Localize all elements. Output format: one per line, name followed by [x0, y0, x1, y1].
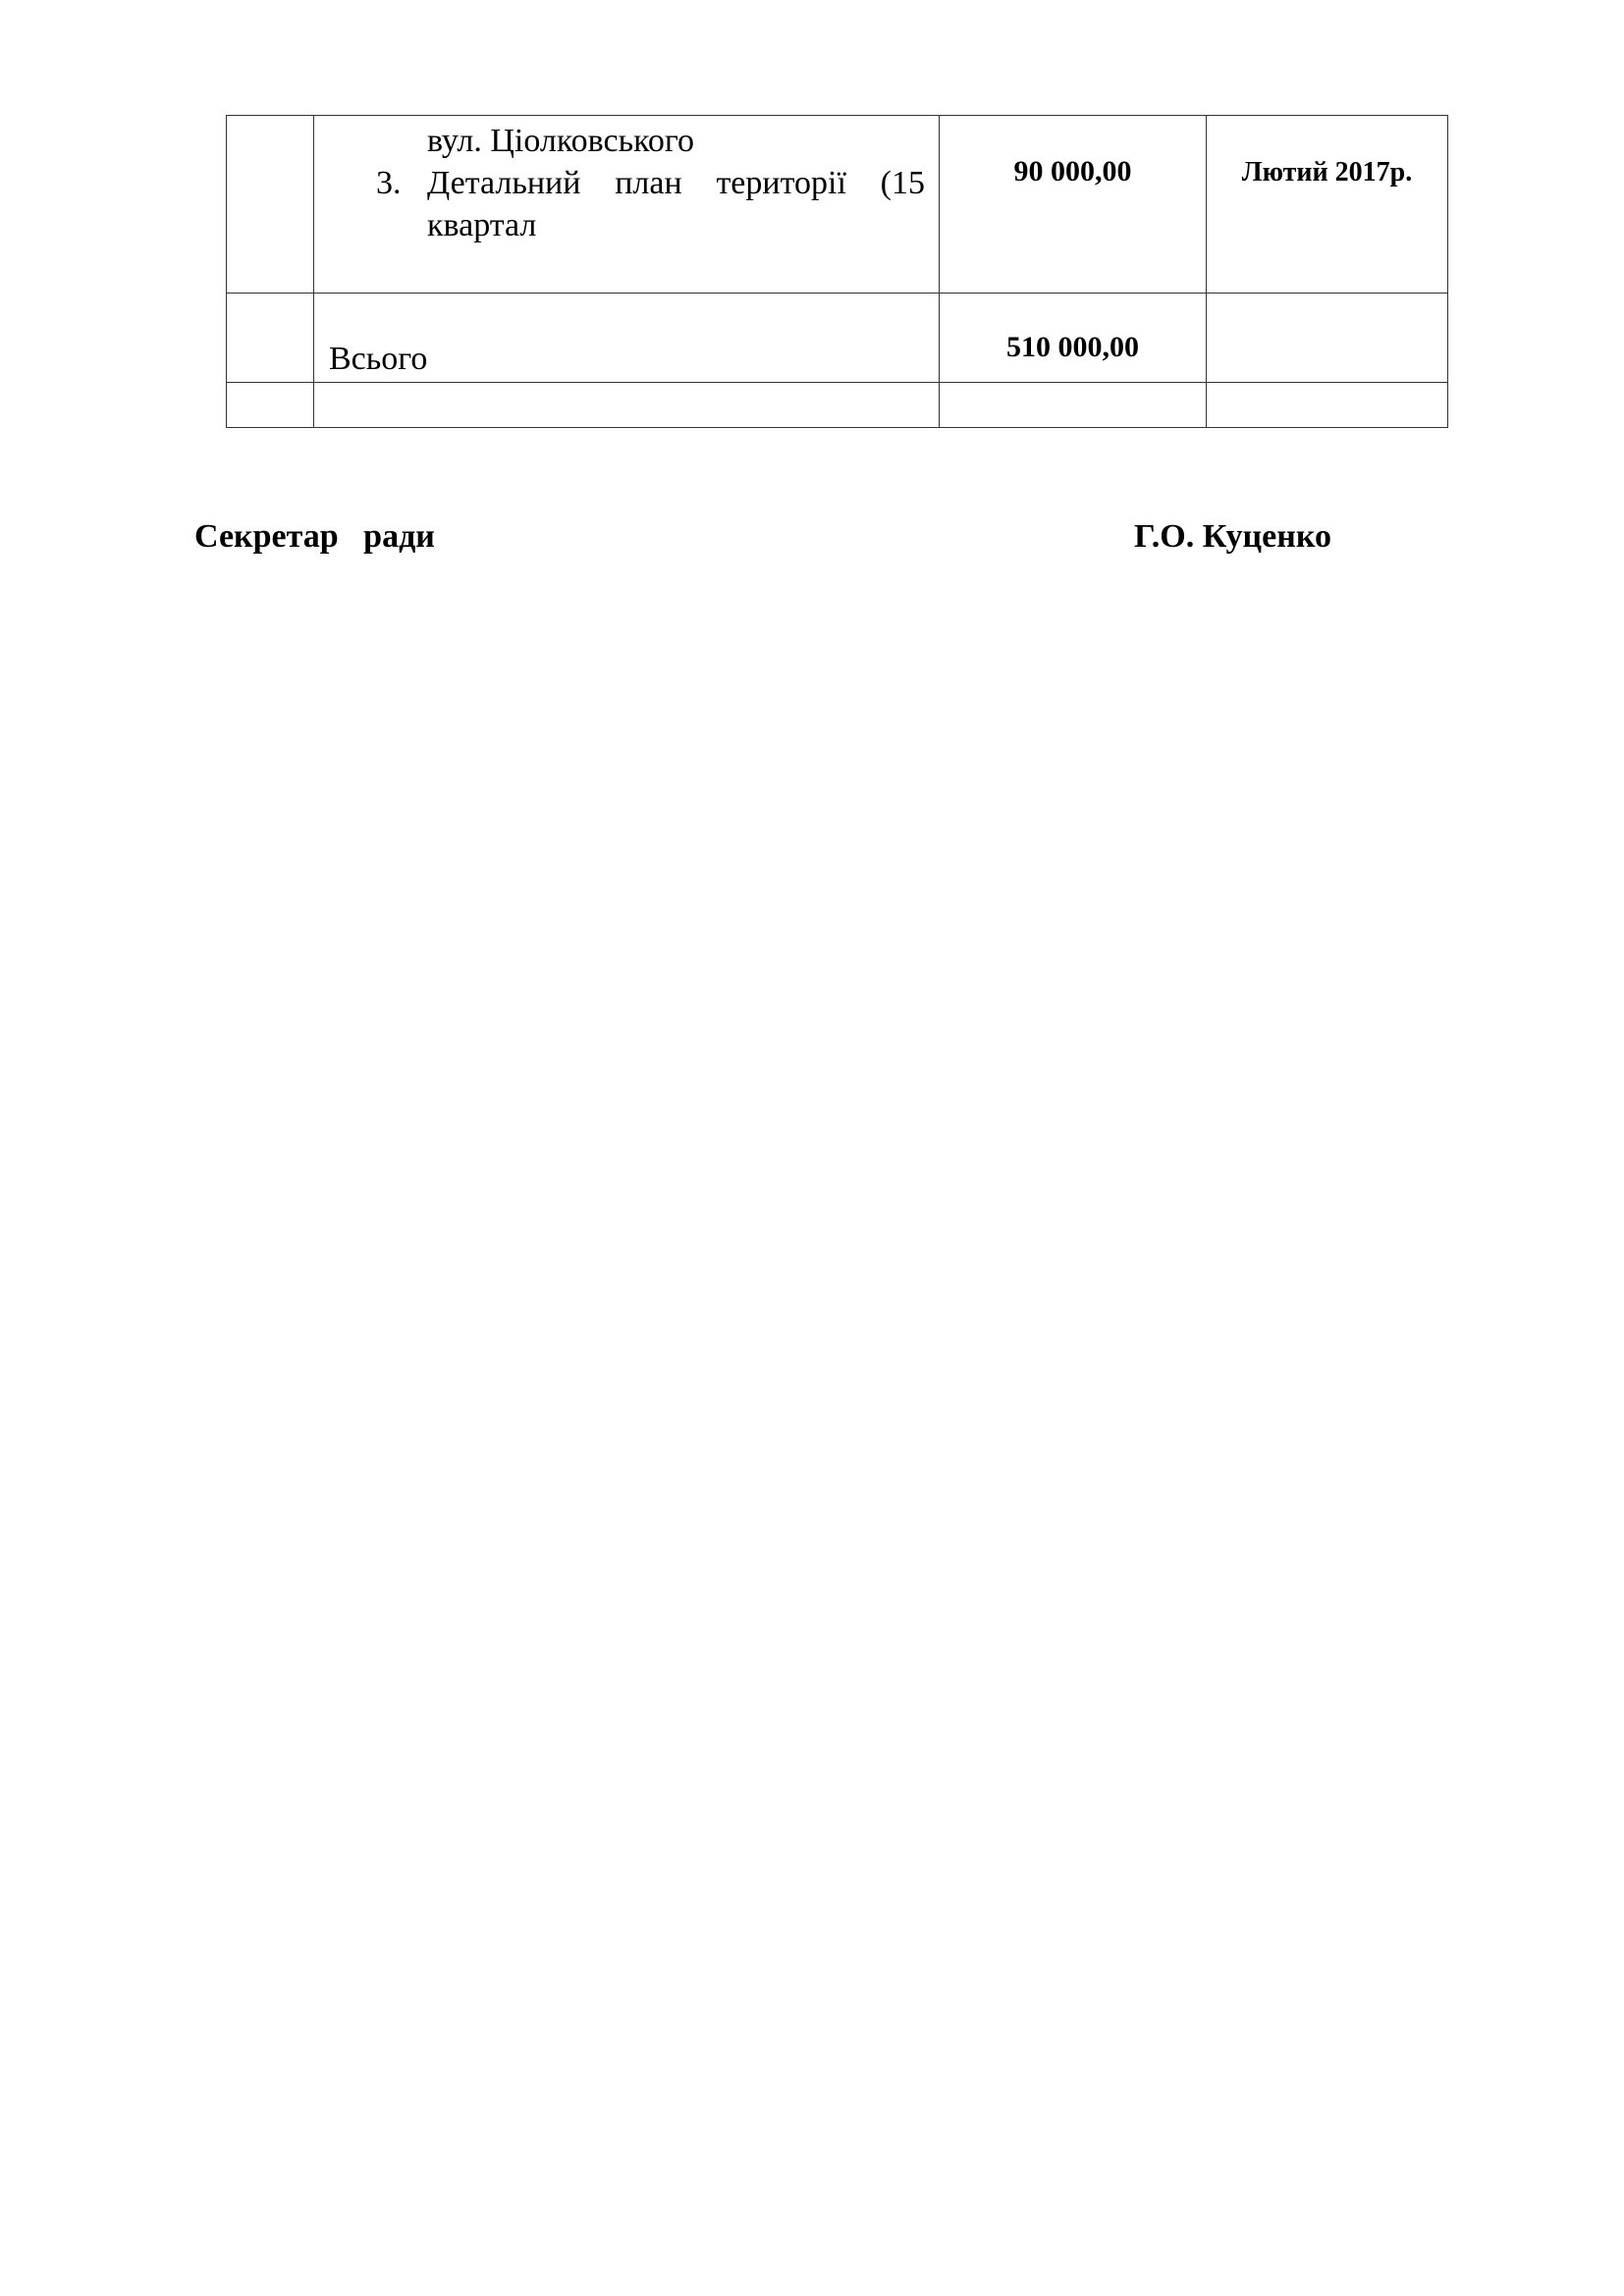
- row-number-cell: [227, 116, 314, 294]
- empty-sum-cell: [940, 383, 1207, 428]
- total-date-cell: [1207, 294, 1448, 383]
- empty-date-cell: [1207, 383, 1448, 428]
- item-sum: 90 000,00: [1013, 155, 1132, 187]
- item-name-line1: Детальний план території (15: [427, 165, 925, 201]
- item-name-continuation: вул. Ціолковського: [427, 123, 695, 159]
- empty-name-cell: [314, 383, 940, 428]
- total-sum: 510 000,00: [1006, 331, 1139, 363]
- signature-position: Секретар ради: [194, 518, 435, 555]
- item-name-line2: квартал: [427, 207, 537, 243]
- budget-table: [226, 115, 1448, 428]
- item-sum-cell: [940, 116, 1207, 294]
- item-name-cell: [314, 116, 940, 294]
- item-number: 3.: [376, 165, 402, 201]
- total-number-cell: [227, 294, 314, 383]
- empty-number-cell: [227, 383, 314, 428]
- total-sum-cell: [940, 294, 1207, 383]
- signature-name: Г.О. Куценко: [1134, 518, 1331, 555]
- item-date-cell: [1207, 116, 1448, 294]
- total-row: [227, 294, 1448, 383]
- table-row: [227, 116, 1448, 294]
- empty-row: [227, 383, 1448, 428]
- item-date: Лютий 2017р.: [1241, 157, 1413, 187]
- total-label: Всього: [329, 341, 428, 377]
- total-label-cell: [314, 294, 940, 383]
